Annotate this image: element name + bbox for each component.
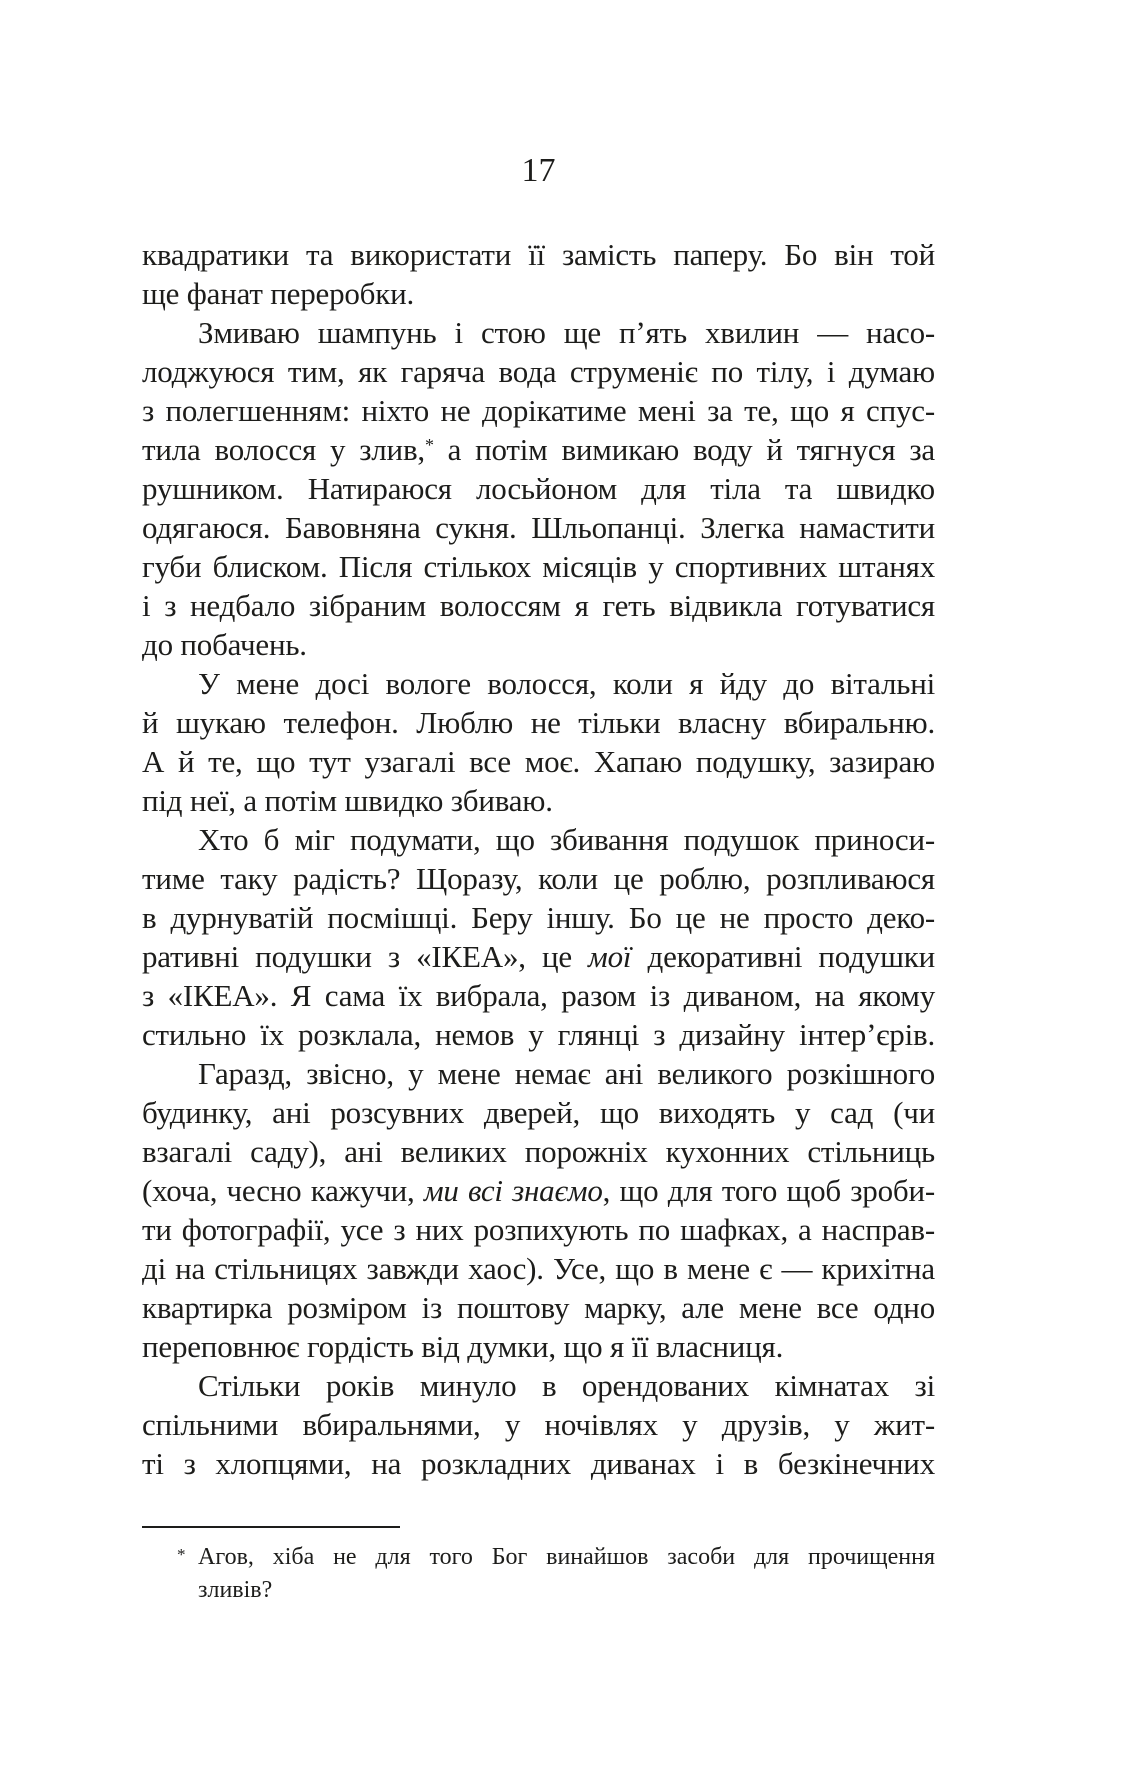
text-line: Стільки років минуло в орендованих кімнатах зі bbox=[198, 1368, 935, 1403]
page-number: 17 bbox=[521, 152, 556, 189]
text-line: стильно їх розклала, немов у глянці з дизайну інтерʼєрів. bbox=[142, 1017, 935, 1052]
text-line: квадратики та використати її замість паперу. Бо він той bbox=[142, 237, 935, 272]
text-line: і з недбало зібраним волоссям я геть відвикла готуватися bbox=[142, 588, 935, 623]
text-line: й шукаю телефон. Люблю не тільки власну вбиральню. bbox=[142, 705, 935, 740]
footnote bbox=[177, 1541, 935, 1607]
text-line: Хто б міг подумати, що збивання подушок приноси- bbox=[198, 822, 935, 857]
text-line: одягаюся. Бавовняна сукня. Шльопанці. Злегка намастити bbox=[142, 510, 935, 545]
text-line: ді на стільницях завжди хаос). Усе, що в мене є — крихітна bbox=[142, 1251, 935, 1286]
text-line: тиме таку радість? Щоразу, коли це роблю, розпливаюся bbox=[142, 861, 935, 896]
text-line: Змиваю шампунь і стою ще пʼять хвилин — насо- bbox=[198, 315, 935, 350]
footnote-line: Агов, хіба не для того Бог винайшов засоби для прочищення bbox=[198, 1544, 935, 1570]
footnote-rule bbox=[142, 1526, 400, 1528]
body-text bbox=[142, 235, 935, 1483]
text-line: ті з хлопцями, на розкладних диванах і в безкінечних bbox=[142, 1446, 935, 1481]
footnote-marker: * bbox=[177, 1545, 186, 1564]
text-line: ративні подушки з «ІКЕА», це мої декоративні подушки bbox=[142, 939, 935, 974]
text-line: до побачень. bbox=[142, 627, 307, 662]
text-line: рушником. Натираюся лосьйоном для тіла та швидко bbox=[142, 471, 935, 506]
text-line: ще фанат переробки. bbox=[142, 276, 415, 311]
text-line: Гаразд, звісно, у мене немає ані великого розкішного bbox=[198, 1056, 935, 1091]
text-line: лоджуюся тим, як гаряча вода струменіє по тілу, і думаю bbox=[142, 354, 935, 389]
text-line: губи блиском. Після стількох місяців у спортивних штанях bbox=[142, 549, 935, 584]
text-line: тила волосся у злив,* а потім вимикаю воду й тягнуся за bbox=[142, 432, 935, 467]
footnote-line: зливів? bbox=[198, 1577, 273, 1603]
text-line: спільними вбиральнями, у ночівлях у друзів, у жит- bbox=[142, 1407, 935, 1442]
text-line: під неї, а потім швидко збиваю. bbox=[142, 783, 553, 818]
text-line: з полегшенням: ніхто не дорікатиме мені за те, що я спус- bbox=[142, 393, 935, 428]
text-line: ти фотографії, усе з них розпихують по шафках, а насправ- bbox=[142, 1212, 935, 1247]
footnote-lines bbox=[198, 1541, 935, 1607]
text-line: взагалі саду), ані великих порожніх кухонних стільниць bbox=[142, 1134, 935, 1169]
text-line: переповнює гордість від думки, що я її власниця. bbox=[142, 1329, 784, 1364]
text-line: (хоча, чесно кажучи, ми всі знаємо, що для того щоб зроби- bbox=[142, 1173, 935, 1208]
text-line: з «ІКЕА». Я сама їх вибрала, разом із диваном, на якому bbox=[142, 978, 935, 1013]
text-line: А й те, що тут узагалі все моє. Хапаю подушку, зазираю bbox=[142, 744, 935, 779]
text-line: У мене досі вологе волосся, коли я йду до вітальні bbox=[198, 666, 935, 701]
text-line: квартирка розміром із поштову марку, але мене все одно bbox=[142, 1290, 935, 1325]
text-line: в дурнуватій посмішці. Беру іншу. Бо це не просто деко- bbox=[142, 900, 935, 935]
text-line: будинку, ані розсувних дверей, що виходять у сад (чи bbox=[142, 1095, 935, 1130]
